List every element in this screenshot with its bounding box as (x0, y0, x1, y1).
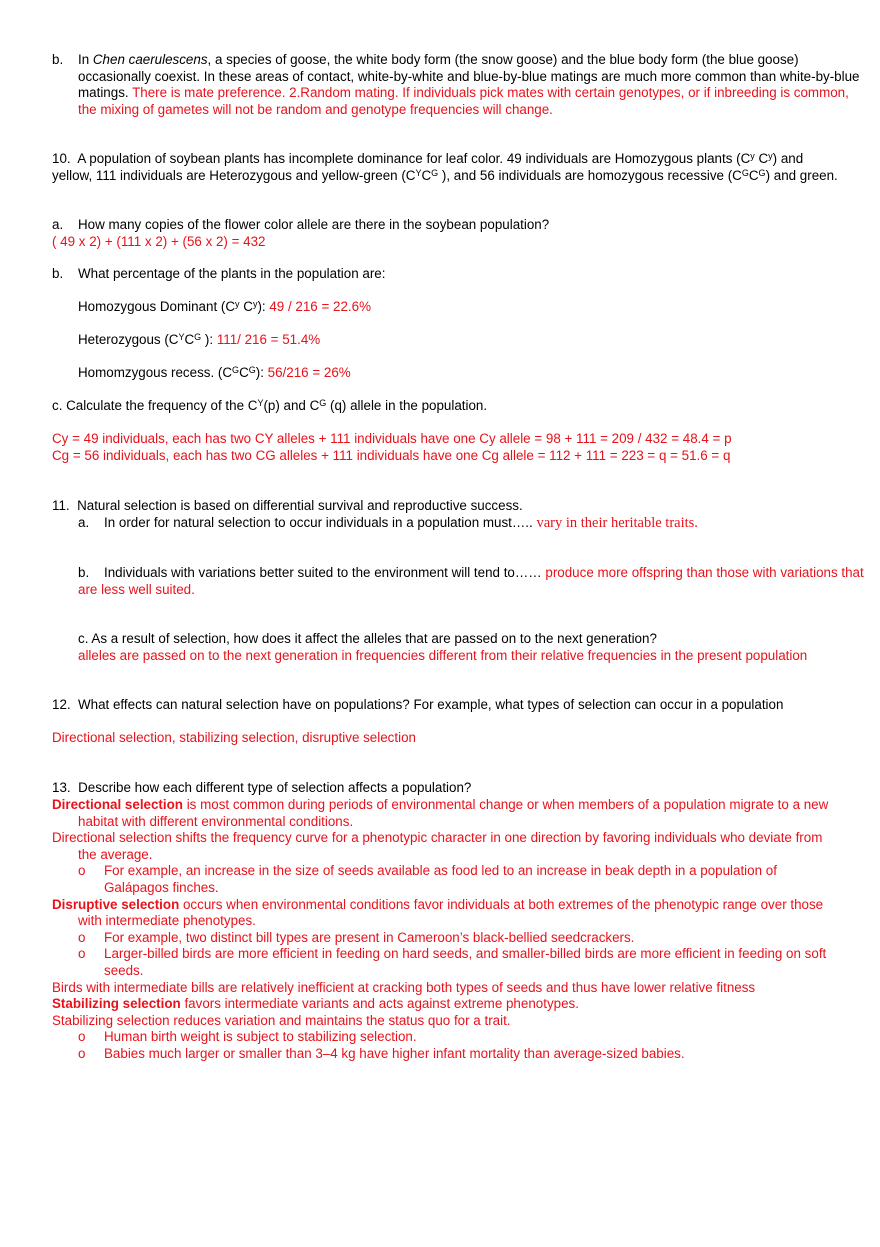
answer-12: Directional selection, stabilizing selection, disruptive selection (52, 730, 416, 745)
species-name: Chen caerulescens (92, 52, 208, 67)
answer-10c-cy: Cy = 49 individuals, each has two CY alleles + 111 individuals have one Cy allele = 98 + 111 = 209 / 432 = 48.4 = p (52, 431, 732, 446)
question-11a: a. In order for natural selection to occur individuals in a population must….. vary in their heritable traits. (78, 515, 698, 531)
answer-10c-cg: Cg = 56 individuals, each has two CG alleles + 111 individuals have one Cg allele = 112 + 111 = 223 = q = 51.6 = q (52, 447, 731, 463)
question-11: 11. Natural selection is based on differential survival and reproductive success. (52, 498, 523, 513)
question-12: 12. What effects can natural selection have on populations? For example, what types of selection can occur in a population (52, 697, 784, 712)
question-10c: c. Calculate the frequency of the $C^Y(p)$ and $C^G$ (q) allele in the population. (52, 398, 488, 413)
bullet-icon: o (78, 863, 86, 879)
homozygous-recessive-row: Homomzygous recess. $(C^GC^G)$: 56/216 = 26% (78, 365, 351, 380)
answer-11b: produce more offspring than those with variations that are less well suited. (78, 565, 864, 597)
answer-13 (52, 797, 842, 1063)
question-13: 13. Describe how each different type of selection affects a population? (52, 780, 472, 795)
disruptive-selection: Disruptive selection occurs when environmental conditions favor individuals at both extremes of the phenotypic range over those with intermediate phenotypes. (52, 896, 824, 929)
homozygous-dominant-row: Homozygous Dominant ($C^y$ $C^y$): 49 / 216 = 22.6% (78, 299, 371, 314)
bullet-icon: o (78, 1029, 86, 1045)
directional-example: o For example, an increase in the size of seeds available as food led to an increase in beak depth in a population of Galápagos finches. (78, 863, 777, 895)
directional-selection: Directional selection is most common during periods of environmental change or when members of a population migrate to a new habitat with different environmental conditions. (52, 797, 829, 829)
disruptive-example-2: o Larger-billed birds are more efficient in feeding on hard seeds, and smaller-billed birds are more efficient in feeding on soft seeds. (78, 946, 827, 978)
question-10a: a. How many copies of the flower color allele are there in the soybean population? (52, 217, 550, 232)
bullet-icon: o (78, 946, 86, 962)
question-11c: c. As a result of selection, how does it affect the alleles that are passed on to the next generation? alleles are passed on to the next generation in frequencies different from their relative frequencies in the present population (52, 631, 868, 664)
answer-11a: vary in their heritable traits. (536, 515, 698, 531)
question-11b: b. Individuals with variations better suited to the environment will tend to…… produce more offspring than those with variations that are less well suited. (78, 565, 864, 597)
heterozygous-row: Heterozygous ($C^YC^G$ ): 111/ 216 = 51.4% (78, 332, 321, 347)
stabilizing-selection: Stabilizing selection favors intermediate variants and acts against extreme phenotypes. (52, 996, 579, 1012)
goose-answer: There is mate preference. 2.Random mating. If individuals pick mates with certain genotypes, or if inbreeding is common, the mixing of gametes will not be random and genotype frequencies will change. (78, 85, 849, 117)
answer-10c (52, 431, 852, 464)
answer-11c: alleles are passed on to the next generation in frequencies different from their relative frequencies in the present population (78, 647, 808, 663)
stabilizing-reduce: Stabilizing selection reduces variation and maintains the status quo for a trait. (52, 1012, 511, 1028)
question-10b: b. What percentage of the plants in the population are: (52, 266, 386, 281)
disruptive-example-1: o For example, two distinct bill types are present in Cameroon’s black-bellied seedcrackers. (78, 929, 635, 945)
bullet-icon: o (78, 1045, 86, 1061)
stabilizing-example-2: o Babies much larger or smaller than 3–4 kg have higher infant mortality than average-sized babies. (78, 1045, 685, 1061)
question-10: 10. A population of soybean plants has incomplete dominance for leaf color. 49 individuals are Homozygous plants ($C^y$ $C^y$) and yellow, 111 individuals are Heterozygous and yellow-green ($C^YC^G$ ), and 56 individuals are homozygous recessive $(C^GC^G)$ and green. (52, 151, 838, 183)
directional-shift: Directional selection shifts the frequency curve for a phenotypic character in one direction by favoring individuals who deviate from the average. (52, 830, 823, 862)
goose-question: b. In Chen caerulescens, a species of goose, the white body form (the snow goose) and the blue body form (the blue goose) occasionally coexist. In these areas of contact, white-by-white and blue-by-blue matings are much more common than white-by-blue matings. There is mate preference. 2.Random mating. If individuals pick mates with certain genotypes, or if inbreeding is common, the mixing of gametes will not be random and genotype frequencies will change. (52, 52, 860, 117)
bullet-icon: o (78, 929, 86, 945)
answer-10a: ( 49 x 2) + (111 x 2) + (56 x 2) = 432 (52, 234, 266, 249)
stabilizing-example-1: o Human birth weight is subject to stabilizing selection. (78, 1029, 417, 1045)
disruptive-intermediate: Birds with intermediate bills are relatively inefficient at cracking both types of seeds and thus have lower relative fitness (52, 979, 756, 995)
